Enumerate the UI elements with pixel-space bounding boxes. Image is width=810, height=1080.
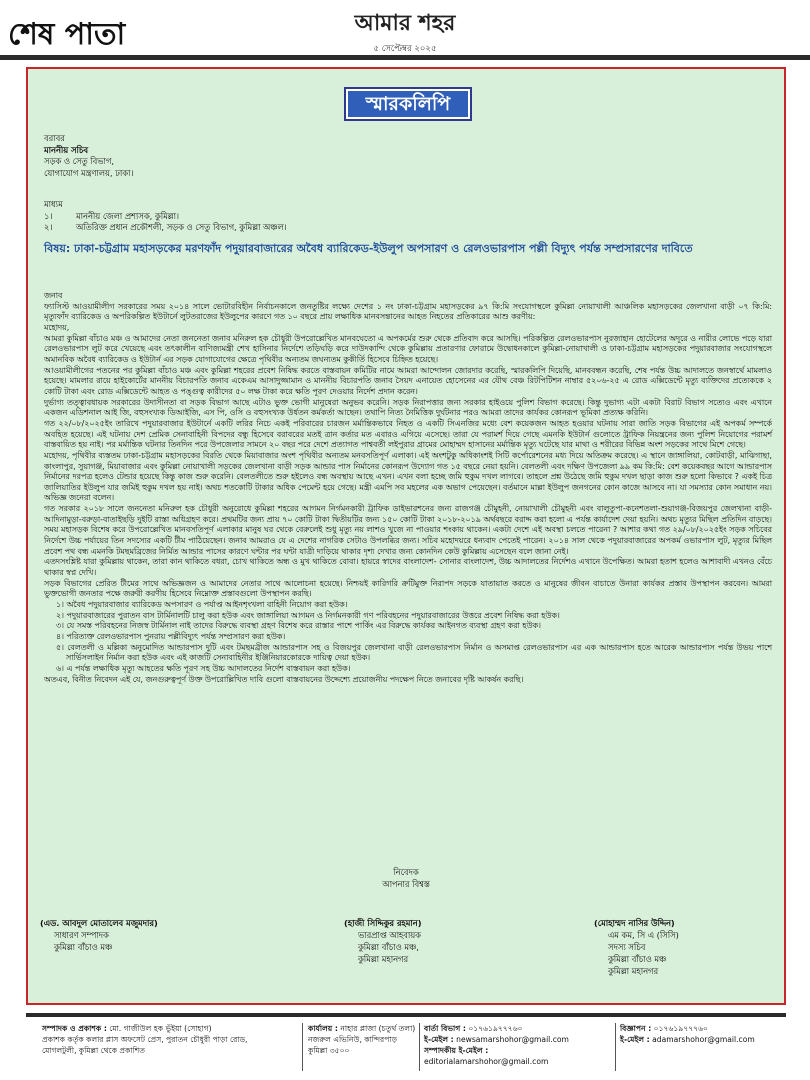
section-title: শেষ পাতা — [8, 17, 126, 52]
memorandum-body — [44, 291, 772, 685]
via-item — [44, 222, 287, 234]
sign-off — [28, 867, 784, 890]
signatory-title: সদস্য সচিব — [608, 942, 646, 952]
via-block — [44, 199, 287, 234]
signatory-qualification: এম কম, সি এ (সিসি) — [608, 930, 679, 940]
via-item — [44, 211, 287, 223]
paper-date: ৫ সেপ্টেম্বর ২০২৫ — [373, 44, 437, 54]
memorandum-frame — [26, 67, 786, 1005]
address-dept: সড়ক ও সেতু বিভাগ, — [44, 156, 114, 166]
signatory-title: সাধারণ সম্পাদক — [54, 930, 109, 940]
closing-paragraph: অতএব, বিনীত নিবেদন এই যে, জনগুরুত্বপূর্ণ উক্ত উপরোল্লিখিত দাবি গুলো বাস্তবায়নের উদ্দেশ্যে প্রয়োজনীয় পদক্ষেপ নিতে জনাবের দৃষ্টি আকর্ষন করছি। — [44, 674, 524, 684]
office-label: কার্যালয় : — [308, 1024, 338, 1033]
salutation: জনাব — [44, 291, 63, 300]
demand-item: ২। পদুয়ারবাজারের পুরাতন বাস টার্মিনালটি চালু করা হউক এবং জাঙ্গালিয়া আগমন ও নির্গমনকারী গণ পরিবহনের পদুয়ারবাজারের উত্তরে প্রবেশ নিষিদ্ধ করা হউক। — [56, 610, 560, 620]
office-line: নজরুল এভিনিউ, কান্দিরপাড় — [308, 1035, 398, 1044]
printed-by: প্রকাশক কর্তৃক কলার প্লাস অফসেট প্রেস, পুরাতন চৌধুরী পাড়া রোড, — [42, 1035, 248, 1044]
footer-divider — [419, 1023, 420, 1071]
signatory-city: কুমিল্লা মহানগর — [358, 954, 409, 964]
via-label: মাধ্যম — [44, 199, 63, 209]
body-paragraph: দুর্ভাগ্য তত্ত্বাবধায়ক সরকারের উদাসীনতা বা সড়ক বিভাগ আছে এটাও ভুক্ত ভোগী মানুষেরা অনুভব করেনি। সড়ক নিরাপত্তার জন্য সরকার হাইওয়ে পুলিশ বিভাগ করেছে। কিন্তু দুভাগ্য এটা একটা বিরাট বিভাগ সত্যেও এবং এখানে একজন এডিশনাল আই জি, বহুসংখ্যক ডিআইজি, এস পি, ওসি ও বহুসংখ্যক উর্ধতন কর্মকর্তা আছেন। তথাপি নিত্য নৈমিত্তিক দুর্ঘটনার পরও আমরা তাদের কার্যকর কোনরূপ ভূমিকা প্রত্যক্ষ করিনি। — [44, 397, 772, 418]
signatory-org: কুমিল্লা বাঁচাও মঞ্চ — [54, 942, 113, 952]
via-item-text: মাননীয় জেলা প্রশাসক, কুমিল্লা। — [76, 210, 179, 221]
news-phone: ০১৭৬১৯৭৭৭৬০ — [468, 1024, 523, 1033]
demand-item: ৩। যে সমস্ত পরিবহনের নিজস্ব টার্মিনাল নাই তাদের বিরুদ্ধে ব্যবস্থা গ্রহণ বিশেষ করে রাস্তার পাশে পার্কিং এর বিরুদ্ধে কার্যকর আইনগত ব্যবস্থা গ্রহণ করা হউক। — [56, 621, 541, 631]
footer-divider — [302, 1023, 303, 1071]
signatory-name: (মোহাম্মদ নাসির উদ্দিন) — [594, 918, 675, 928]
subject-line: বিষয়: ঢাকা-চট্টগ্রাম মহাসড়কের মরণফাঁদ পদুয়ারবাজারের অবৈধ ব্যারিকেড-ইউলুপ অপসারণ ও রেলওভারপাস পল্লী বিদ্যুৎ পর্যন্ত সম্প্রসারণের দাবিতে — [44, 242, 693, 255]
address-ministry: যোগাযোগ মন্ত্রণালয়, ঢাকা। — [44, 167, 134, 178]
body-paragraph: গত সরকার ২০১৮ সালে জননেতা মনিরুল হক চৌধুরী অনুরোধে কুমিল্লা শহরের আগমন নির্গমনকারী ট্রাফিক ডাইভারশনের জন্য রাজগঞ্জ চৌমুহনী, নোয়াখালী চৌমুহনী এবং বালুতুপা-কনেশতলা-শুয়াগঞ্জ-বিজয়পুর জেলখানা বাড়ী- আদিনামুড়া-বরুড়া-বাতাইছড়ি দুইটি রাস্তা অধিগ্রহণ করে। প্রথমটির জন্য প্রায় ৭০ কোটি টাকা দ্বিতীয়টির জন্য ১৫০ কোটি টাকা ২০১৮-২০১৯ অর্থবছরে বরাদ্দ করা হলো এ পর্যন্ত কার্যাদেশ দেয়া হয়নি। অথচ মৃত্যুর মিছিল প্রতিদিন বাড়ছে। সময় মহাসড়ক বিশেষ করে উপরোল্লেখিত মানবসতিপূর্ণ এলাকার মানুষ ঘর থেকে বেরুলেই শুধু মৃত্যু নয় লাশও খুজে না পাওয়ার শংকায় থাকেন। একটা দেশে এই অবস্থা চলতে পারেনা ? আশার কথা গত ২৯/০৮/২০২৫ইং সড়ক সচিবের নির্দেশে উচ্চ পর্যায়ের তিন সদস্যের একটি টীম পাঠিয়েছেন। জনাব আমরাও যে এ দেশের নাগরিক সেটাও উপলব্ধির জন্য। সচিব মহোদয়রে ধন্যবাদ পেতেই পারেন। ২০১৪ সাল থেকে পদুয়ারবাজারের অপকর্ম ওভারপাস লুট, মৃত্যুর মিছিল প্রবেশ পথ বন্ধ এমনকি টমছমব্রিজের নির্মিত আন্ডার পাসের কারণে ঘন্টার পর ঘন্টা যাত্রী দাড়িয়ে থাকার দৃশ্য দেখার জন্য কোনদিন কেউ কুমিল্লায় এসেছেন বলে জানা নেই। — [44, 504, 772, 556]
sign-off-line: নিবেদক — [393, 867, 419, 877]
demand-item: ৪। পরিত্যক্ত রেলওভারপাস পুনরায় পল্লীবিদ্যুৎ পর্যন্ত সম্প্রসারণ করা হউক। — [56, 632, 286, 641]
publisher-info — [42, 1023, 300, 1056]
address-to: বরাবর — [44, 133, 65, 143]
masthead-rule — [0, 55, 810, 60]
recipient-address — [44, 133, 133, 179]
paper-name: আমার শহর — [354, 10, 456, 36]
via-item-number: ২। — [44, 222, 53, 232]
signatory — [344, 917, 422, 965]
ad-phone: ০১৭৬১৯৭৭৭৬০ — [653, 1024, 708, 1033]
signatory-name: (হাজী সিদ্দিকুর রহমান) — [344, 918, 422, 928]
sign-off-line: আপনার বিশ্বস্ত — [382, 878, 430, 889]
masthead — [0, 0, 810, 62]
office-line: নাহার প্লাজা (চতুর্থ তলা) — [340, 1024, 416, 1033]
body-paragraph: মহোদয়, পৃথিবীর ব্যস্ততম ঢাকা-চট্টগ্রাম মহাসড়কের বিরতি থেকে মিয়াবাজার অংশ পৃথিবীর অন্যতম মনবসতিপূর্ণ এলাকা। এই অংশটুকু অধিকাংশই সিটি কর্পোরেশনের মধ্য দিয়ে অতিক্রম করেছে। এ স্থানে জাঙ্গালিয়া, কোটবাড়ী, মাঝিগাছা, কাংলাপুর, সুয়াগঞ্জ, মিয়াবাজার এবং কুমিল্লা নোয়াখালী সড়কের জেলখানা বাড়ী সড়ক আন্ডার পাস নির্মানের কোনরূপ উদ্যোগ গত ১৫ বছরে নেয়া হয়নি। বেলতলী এবং দক্ষিণ উপজেলা ৯৯ কম কি:মি: বেশ কয়েকবছর আগে আন্ডারপাস নির্মানের দরপত্র হলেও টেন্ডার হয়েছে কিন্তু কাজ শুরু করেনি। বেলতলীতে শুরু হইলেও বন্ধ অবস্থায় আছে এখন। এখন বলা হচ্ছে জমি হুকুম দখল লাগবে। তাহলে প্রশ্ন উঠেছে জমি হুকুম দখল ছাড়া কাজ শুরু হলো কিভাবে ? একই চিত্র জালিয়াতির ইউলুপ যার জমিই হুকুম দখল হয় নাই। অথচ শতকোটি টাকার অধিক পেমেন্ট হয়ে গেছে। মন্ত্রী এমপি সব মহলের এক অভাগ পেয়েছেন। বর্তমানে মাল্লা ইউলুপ জনগনের কোন কাজে আসবে না। যা সমস্যার কোন সমাধান নয়। অভিজ্ঞ জনেরা বলেন। — [44, 450, 772, 503]
signatory-org: কুমিল্লা বাঁচাও মঞ্চ — [608, 954, 667, 964]
ad-label: বিজ্ঞাপন : — [620, 1024, 652, 1033]
office-line: কুমিল্লা ৩৫০০ — [308, 1046, 350, 1055]
editorial-email: editorialamarshohor@gmail.com — [424, 1057, 549, 1066]
memorandum-badge-label: স্মারকলিপি — [348, 91, 468, 117]
ad-email: adamarshohor@gmail.com — [652, 1035, 755, 1044]
signatory — [594, 917, 679, 977]
published-from: মোগলটুলী, কুমিল্লা থেকে প্রকাশিত — [42, 1046, 145, 1055]
address-designation: মাননীয় সচিব — [44, 144, 89, 155]
via-item-number: ১। — [44, 210, 53, 221]
demand-item: ১। অবৈধ পদুয়ারবাজার ব্যারিকেড অপসারণ ও পর্যাপ্ত আইনশৃংখলা বাহিনী নিয়োগ করা হউক। — [56, 600, 348, 610]
body-paragraph: গত ২২/০৮/২০২৫ইং তারিখে পদুয়ারবাজার ইউটার্নে একটি লরির নিচে একই পরিবারের চারজন মর্মান্তিকভাবে নিহত ও একটি সিএনজির মধ্যে বেশ কয়েকজন আহত হওয়ার ঘটনায় সারা জাতি সড়ক বিভাগের এই অপকর্ম সম্পর্কে অবহিত হয়েছে। এই ঘটনায় দেশ প্রেমিক সেনাবাহিনী বিপদের বন্ধু হিসেবে বরাবরের মতই ত্রান কর্তার মত এবারও এগিয়ে এসেছে। তারা যে পরামর্শ দিয়ে গেছে এমনকি ইউটার্ন গুলোতে ট্রাফিক নিয়ন্ত্রনের জন্য পুলিশ নিয়োগের পরামর্শ বাস্তবায়িত হয় নাই। পর মর্মান্তিক ঘটনার তিনদিন পরে উপজেলার সামনে ২০ বছর পরে দেশে প্রত্যাগত পাশ্ববর্তী লইপুরার গ্রামের মোহাম্মদ হাসানের মর্মান্তিক মৃত্যু ঘটেছে যার মাথা ও শরীরের বিভিন্ন অংশ সড়কের সাথে মিশে গেছে। — [44, 418, 772, 450]
footer-divider — [615, 1023, 616, 1071]
signatory-city: কুমিল্লা মহানগর — [608, 966, 659, 976]
advertising-info — [620, 1023, 786, 1045]
signatory-name: (এড. আবদুল মোতালেব মজুমদার) — [40, 918, 158, 928]
editor-name: মো. গাজীউল হক ভুঁইয়া (সোহাগ) — [109, 1024, 212, 1033]
editor-label: সম্পাদক ও প্রকাশক : — [42, 1024, 107, 1033]
news-email: newsamarshohor@gmail.com — [456, 1035, 569, 1044]
office-info — [308, 1023, 418, 1056]
imprint-footer — [26, 1013, 786, 1073]
body-address: মহোদয়, — [44, 322, 70, 332]
body-paragraph: ফ্যাসিস্ট আওয়ামীলীগ সরকারের সময় ২০১৪ সালে ভোটারবিহীন নির্বাচনকালে জনতুষ্টির লক্ষ্যে দেশের ১ নং ঢাকা-চট্টগ্রাম মহাসড়কের ৯৭ কি:মি সংযোগস্থলে কুমিল্লা নোয়াখালী আঞ্চলিক মহাসড়কের জেলখানা বাড়ী ০৭ কি:মি: মৃত্যুফাঁদ ব্যারিকেড ও অপরিকল্পিত ইউটার্নে লুটতরাজের ইউলুপের কারণে গত ১০ বছরে প্রায় লক্ষাধিক মানবসন্তানের আহত নিহতের প্রতিকারের আশু করণীয়: — [44, 301, 772, 322]
via-item-text: অতিরিক্ত প্রধান প্রকৌশলী, সড়ক ও সেতু বিভাগ, কুমিল্লা অঞ্চল। — [76, 222, 287, 232]
news-email-label: ই-মেইল : — [424, 1035, 454, 1044]
body-paragraph: সড়ক বিভাগের প্রেরিত টীমের সাথে অভিজ্ঞজন ও আমাদের নেতার সাথে আলোচনা হয়েছে। নিশ্চয়ই কারিগরি ক্রটিমুক্ত নিরাপদ সড়কে যাতায়াত করতে ও মানুষের জীবন বাচাতে উনারা কার্যকর প্রস্তাব উপস্থাপন করবেন। আমরা ভুক্তভোগী জনতার পক্ষে জরুরী করণীয় হিসেবে নিম্নোক্ত প্রস্তাবগুলো উপস্থাপন করছি। — [44, 578, 772, 599]
demand-item: ৬। এ পর্যন্ত লক্ষাধিক মৃত্যু আহতের ক্ষতি পূরণ সহ উচ্চ আদালতের নির্দেশ বাস্তবায়ন করা হউক। — [56, 663, 351, 673]
demand-list — [56, 600, 772, 675]
news-label: বার্তা বিভাগ : — [424, 1024, 466, 1033]
ad-email-label: ই-মেইল : — [620, 1035, 650, 1044]
news-desk-info — [424, 1023, 614, 1067]
body-paragraph: আমরা কুমিল্লা বাঁচাও মঞ্চ ও আমাদের নেতা জননেতা জনাব মনিরুল হক চৌধুরী উপরোল্লেখিত মানবঘেতো এ অপকর্মের শুরু থেকে প্রতিবাদ করে আসছি। পরিকল্পিত রেলওভারপাস নুরজাহান হোটেলের অদূরে ও নারীর লোভে পড়ে যারা রেলওভারপাস লুট করে খেয়েছে এবং তৎকালীন বাণিজ্যমন্ত্রী শেখ হাসিনার নির্দেশে তড়িঘড়ি করে দাউদকান্দি থেকে কুমিল্লায় প্রতারণার ফোরামে উদ্বোধনকালে কুমিল্লা-নোয়াখালী ও ঢাকা-চট্টগ্রাম মহাসড়কের পদুয়ারবাজার সংযোগস্থলে অমানবিক অবৈধ ব্যারিকেড ও ইউটার্ন এর সড়ক যোগাযোগের ক্ষেত্রে পৃথিবীর অন্যতম জঘন্যতম কুকীর্তি হিসেবে চিহ্নিত হয়েছে। — [44, 333, 772, 364]
body-paragraph: আওয়ামীলীগের পতনের পর কুমিল্লা বাঁচাও মঞ্চ এবং কুমিল্লা শহরের প্রবেশ নিষিদ্ধ করতে বাস্তবায়ন কমিটির নামে আমরা আন্দোলন জোরদার করেছি, স্মারকলিপি দিয়েছি, মানববন্ধন করেছি, শেষ পর্যন্ত উচ্চ আদালতে জনস্বার্থে মামলাও হয়েছে। মামলার রায়ে হাইকোর্টের মাননীয় বিচারপতি জনাব একেএম আসাদুজ্জামান ও মাননীয় বিচারপতি জনাব সৈয়দ এনায়েত হোসেনের এর যৌথ বেঞ্চ রিটপিটিশন নাম্বার ৫২০৬-২৫ এ রোড এক্সিডেন্টে মৃত্যু ব্যক্তিদের প্রত্যেককে ২ কোটি টাকা এবং রোড এক্সিডেন্টে আহত ও পঙ্গুত্ব কারীদের ৫০ লক্ষ টাকা করে ক্ষতি পূরণ দেওয়ার নির্দেশ প্রদান করেন। — [44, 365, 772, 396]
editorial-email-label: সম্পাদকীয় ই-মেইল : — [424, 1046, 489, 1055]
signatory — [40, 917, 158, 953]
signatory-org: কুমিল্লা বাঁচাও মঞ্চ, — [358, 942, 419, 952]
signatory-title: ভারপ্রাপ্ত আহবায়ক — [358, 930, 421, 940]
body-paragraph: এতদসংশ্লিষ্ট যারা কুমিল্লায় থাকেন, তারা কান থাকিতে বধরা, চোখ থাকিতে অন্ধ ও মুখ থাকিতে বোবা। হায়রে স্বাদের বাংলাদেশ- সোনার বাংলাদেশ, উচ্চ আদালতের নির্দেশও এখানে উপেক্ষিত। আমরা হতাশ হলেও আশাবাদী এখনও বেঁচে থাকার স্বপ্ন দেখি। — [44, 557, 772, 578]
memorandum-badge — [344, 87, 472, 121]
demand-item: ৫। বেলতলী ও মল্লিকা অনুমোদিত আন্ডারপাস দুটি এবং টমছমব্রীজ আন্ডারপাস সহ ও বিজয়পুর জেলখানা বাড়ী রেলওভারপাস নির্মান ও অসমাপ্ত রেলওভারপাস এর এক আন্ডারপাস হতে আরেক আন্ডারপাস পর্যন্ত উভয় পাশে সার্ভিসলাইন নির্মান করা হউক এবং এই কাজটি সেনাবাহিনীর ইঞ্জিনিয়ারকোরকে দায়িত্ব দেয়া হউক। — [56, 642, 772, 663]
